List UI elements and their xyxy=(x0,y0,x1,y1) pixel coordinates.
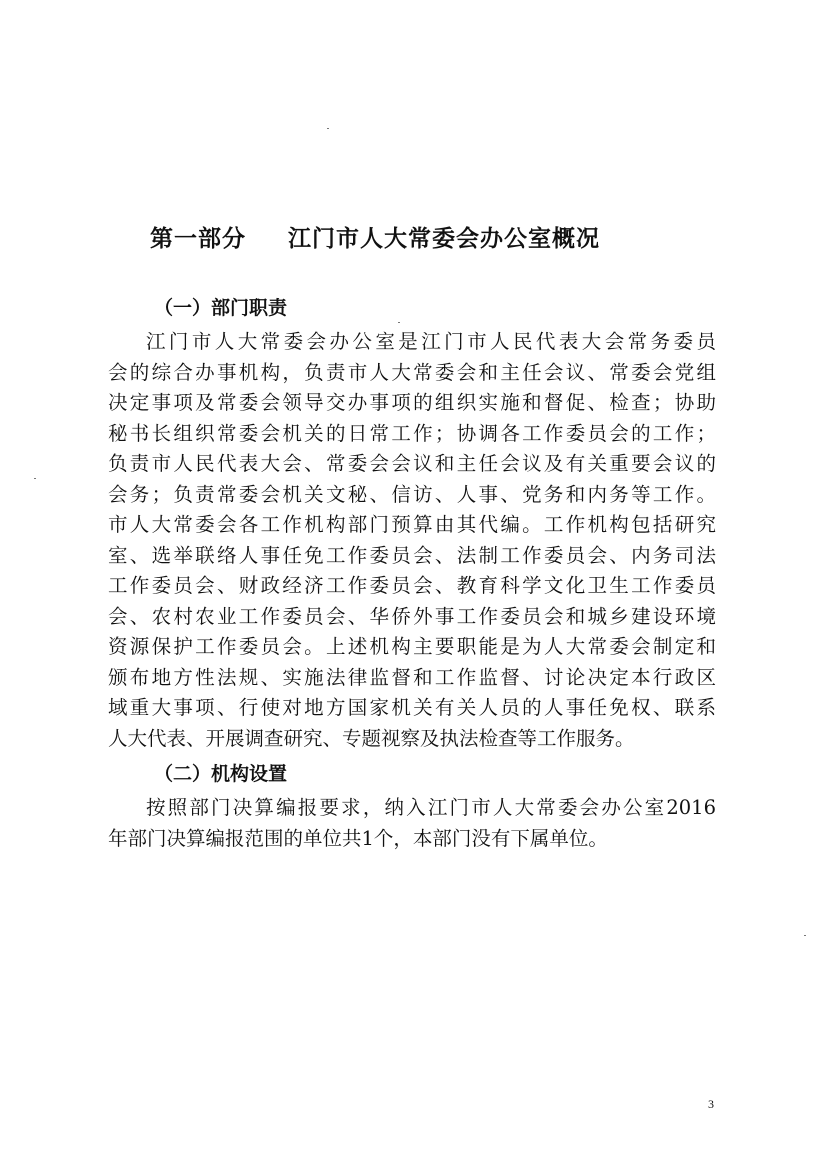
page-title-name: 江门市人大常委会办公室概况 xyxy=(288,226,600,252)
page-title xyxy=(150,220,600,253)
paragraph-line: 工作委员会、财政经济工作委员会、教育科学文化卫生工作委员 xyxy=(108,574,716,597)
paragraph-line: 市人大常委会各工作机构部门预算由其代编。工作机构包括研究 xyxy=(108,513,716,536)
paragraph-line: 负责市人民代表大会、常委会会议和主任会议及有关重要会议的 xyxy=(108,452,716,475)
paragraph-line: 江门市人大常委会办公室是江门市人民代表大会常务委员 xyxy=(146,330,716,353)
paragraph-line: 年部门决算编报范围的单位共1个，本部门没有下属单位。 xyxy=(108,826,608,850)
section-heading-duties: （一）部门职责 xyxy=(154,297,288,319)
paragraph-line: 人大代表、开展调查研究、专题视察及执法检查等工作服务。 xyxy=(108,726,635,750)
paragraph-line: 颁布地方性法规、实施法律监督和工作监督、讨论决定本行政区 xyxy=(108,665,716,689)
paragraph-line: 会的综合办事机构，负责市人大常委会和主任会议、常委会党组 xyxy=(108,360,716,384)
paragraph-line: 域重大事项、行使对地方国家机关有关人员的人事任免权、联系 xyxy=(108,696,716,719)
page-number: 3 xyxy=(708,1097,714,1111)
paragraph-line: 会、农村农业工作委员会、华侨外事工作委员会和城乡建设环境 xyxy=(108,604,716,628)
section-paragraph-structure xyxy=(108,793,716,854)
scan-speck xyxy=(398,322,400,323)
paragraph-line: 秘书长组织常委会机关的日常工作；协调各工作委员会的工作； xyxy=(108,421,716,445)
scan-speck xyxy=(34,478,36,479)
paragraph-line: 室、选举联络人事任免工作委员会、法制工作委员会、内务司法 xyxy=(108,543,716,567)
section-paragraph-duties xyxy=(108,327,716,754)
paragraph-line: 资源保护工作委员会。上述机构主要职能是为人大常委会制定和 xyxy=(108,635,716,658)
document-body xyxy=(108,290,716,854)
paragraph-line: 按照部门决算编报要求，纳入江门市人大常委会办公室2016 xyxy=(146,796,716,819)
scan-speck xyxy=(327,128,329,129)
section-heading-structure: （二）机构设置 xyxy=(154,763,288,785)
page-title-part: 第一部分 xyxy=(150,226,246,252)
scan-speck xyxy=(804,935,806,936)
paragraph-line: 会务；负责常委会机关文秘、信访、人事、党务和内务等工作。 xyxy=(108,482,716,506)
paragraph-line: 决定事项及常委会领导交办事项的组织实施和督促、检查；协助 xyxy=(108,391,716,414)
